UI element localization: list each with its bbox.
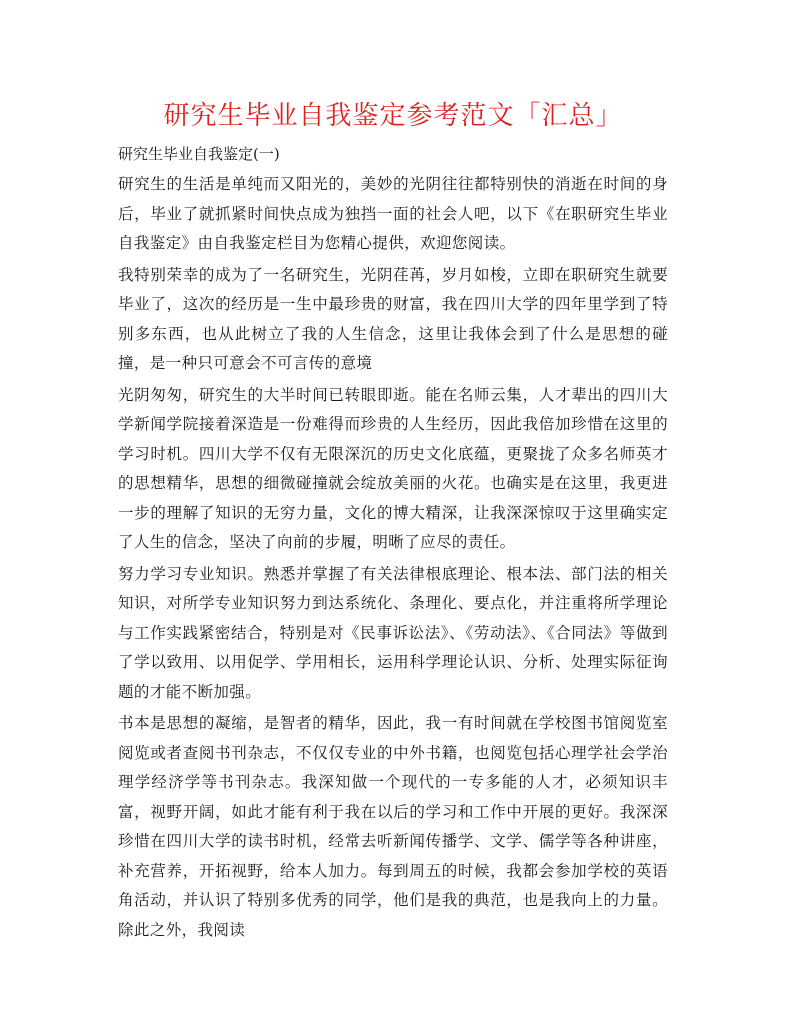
document-title: 研究生毕业自我鉴定参考范文「汇总」 bbox=[163, 101, 623, 131]
paragraph-2: 我特别荣幸的成为了一名研究生，光阴荏苒，岁月如梭，立即在职研究生就要毕业了，这次的经历是一生中最珍贵的财富，我在四川大学的四年里学到了特别多东西，也从此树立了我的人生信念，这里让我体会到了什么是思想的碰撞，是一种只可意会不可言传的意境 bbox=[118, 265, 668, 372]
paragraph-1: 研究生的生活是单纯而又阳光的，美妙的光阴往往都特别快的消逝在时间的身后，毕业了就抓紧时间快点成为独挡一面的社会人吧，以下《在职研究生毕业自我鉴定》由自我鉴定栏目为您精心提供，欢迎您阅读。 bbox=[118, 175, 668, 252]
paragraph-3: 光阴匆匆，研究生的大半时间已转眼即逝。能在名师云集，人才辈出的四川大学新闻学院接着深造是一份难得而珍贵的人生经历，因此我倍加珍惜在这里的学习时机。四川大学不仅有无限深沉的历史文化底蕴，更聚拢了众多名师英才的思想精华，思想的细微碰撞就会绽放美丽的火花。也确实是在这里，我更进一步的理解了知识的无穷力量，文化的博大精深，让我深深惊叹于这里确实定了人生的信念，坚决了向前的步履，明晰了应尽的责任。 bbox=[118, 385, 668, 551]
section-heading: 研究生毕业自我鉴定(一) bbox=[118, 145, 280, 163]
paragraph-5: 书本是思想的凝缩，是智者的精华，因此，我一有时间就在学校图书馆阅览室阅览或者查阅书刊杂志，不仅仅专业的中外书籍，也阅览包括心理学社会学治理学经济学等书刊杂志。我深知做一个现代的一专多能的人才，必须知识丰富，视野开阔，如此才能有利于我在以后的学习和工作中开展的更好。我深深珍惜在四川大学的读书时机，经常去听新闻传播学、文学、儒学等各种讲座，补充营养，开拓视野，给本人加力。每到周五的时候，我都会参加学校的英语角活动，并认识了特别多优秀的同学，他们是我的典范，也是我向上的力量。除此之外，我阅读 bbox=[118, 714, 668, 939]
paragraph-4: 努力学习专业知识。熟悉并掌握了有关法律根底理论、根本法、部门法的相关知识，对所学专业知识努力到达系统化、条理化、要点化，并注重将所学理论与工作实践紧密结合，特别是对《民事诉讼法》、《劳动法》、《合同法》等做到了学以致用、以用促学、学用相长，运用科学理论认识、分析、处理实际征询题的才能不断加强。 bbox=[118, 564, 668, 701]
